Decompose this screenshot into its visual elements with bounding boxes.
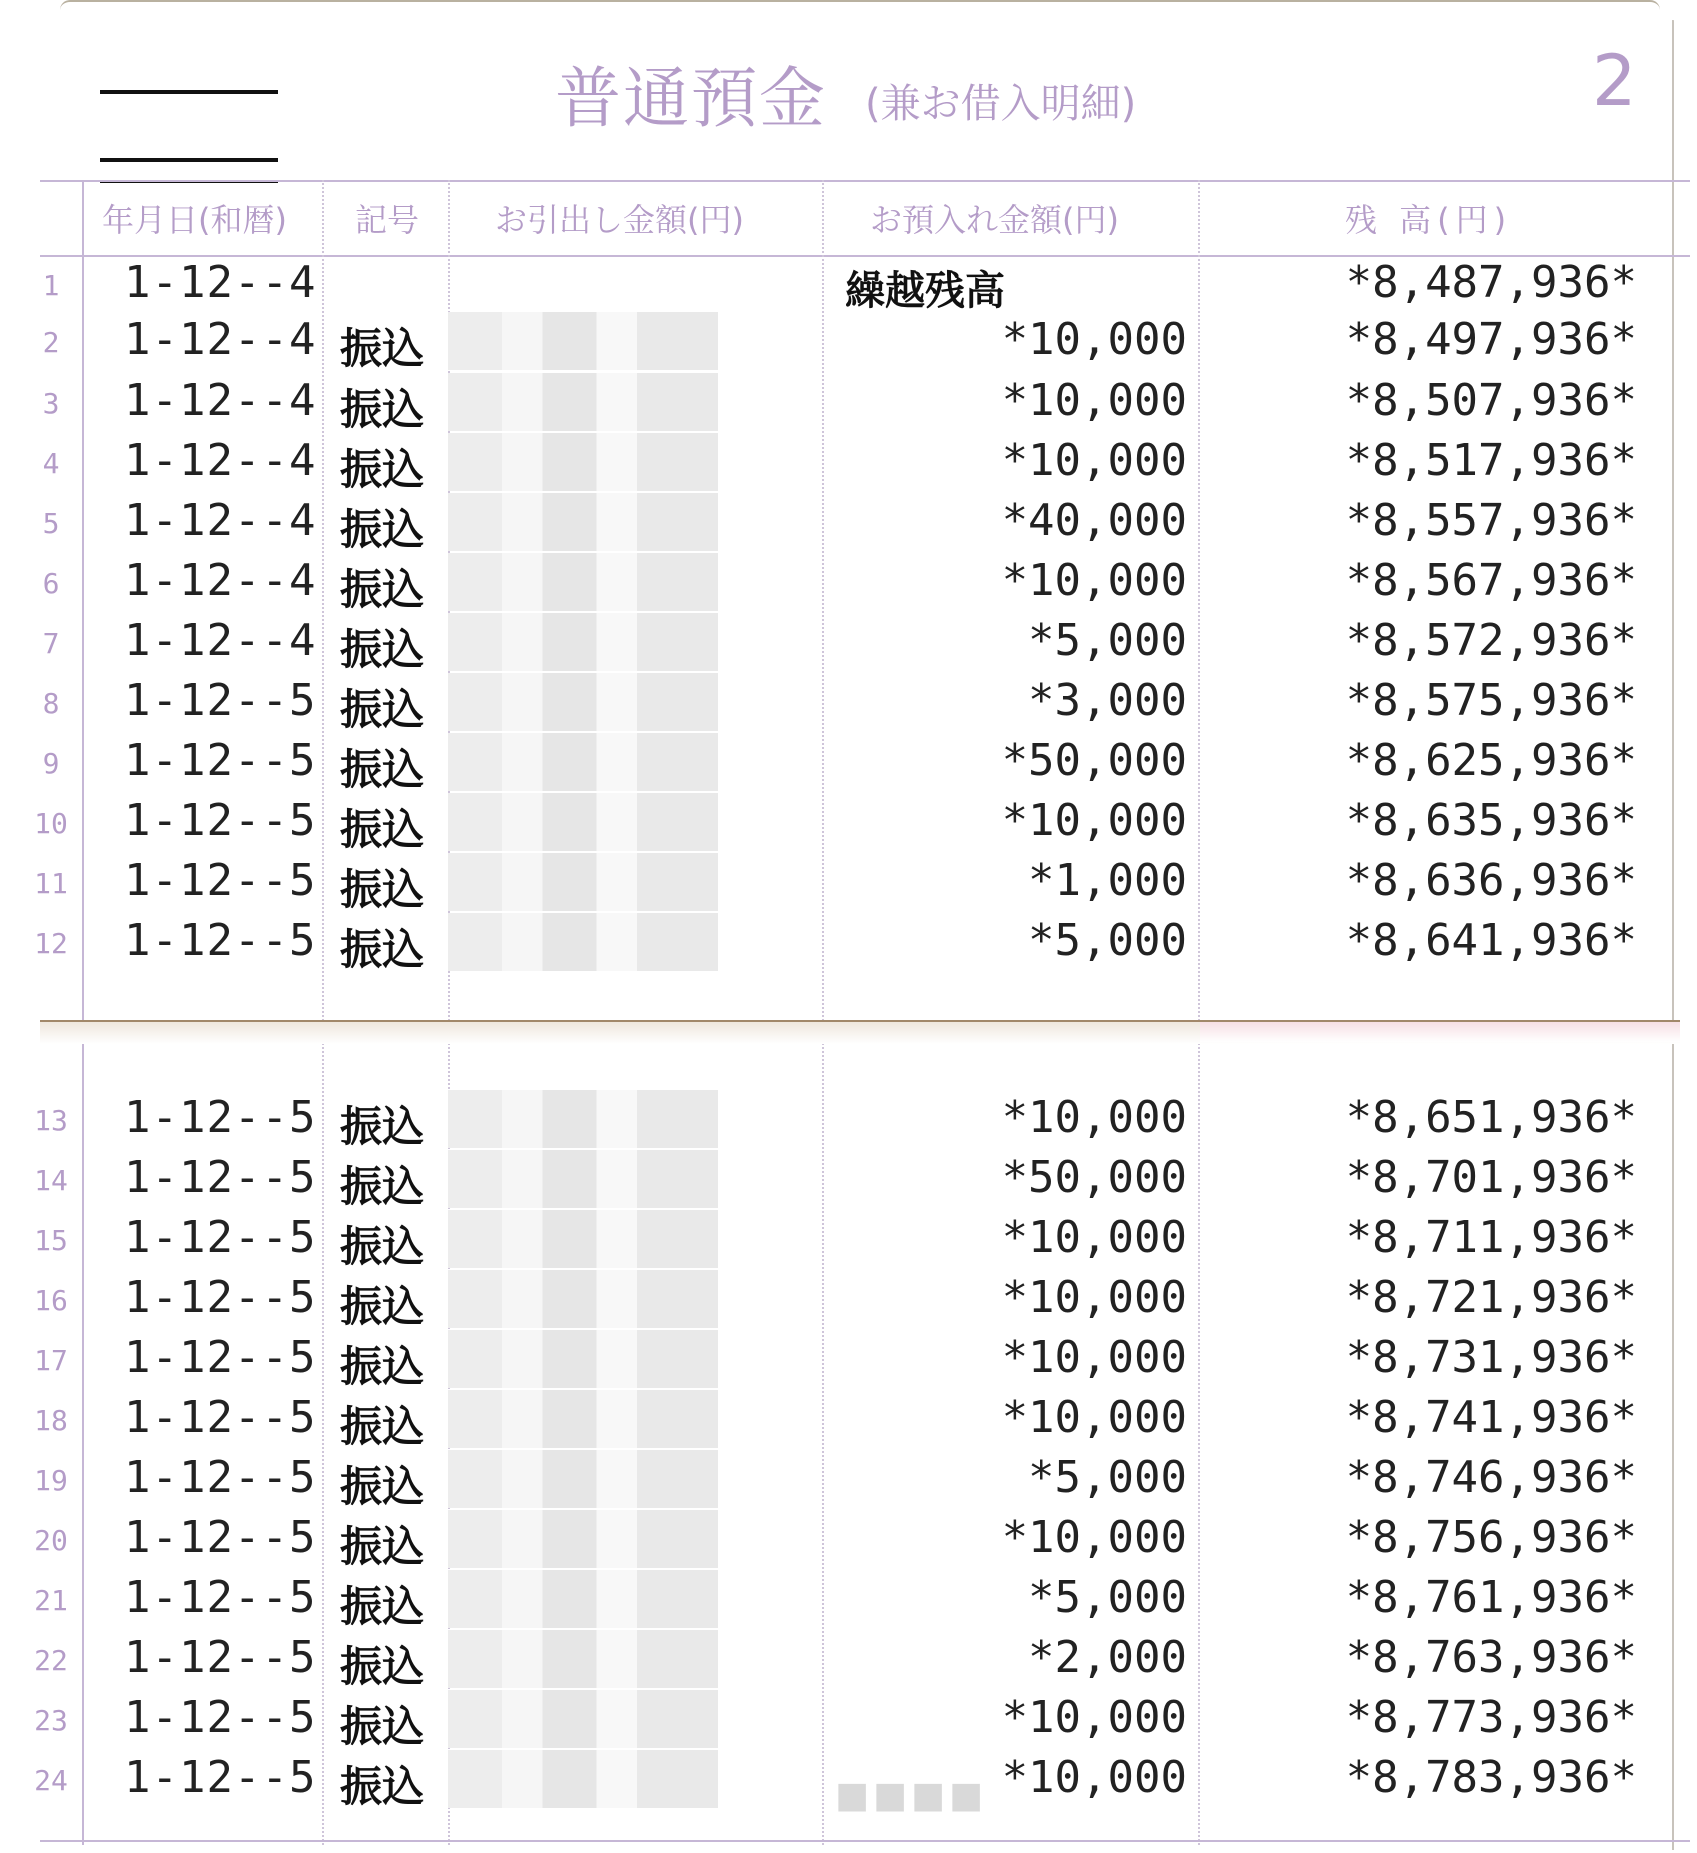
row-number: 23 bbox=[34, 1704, 68, 1737]
row-code: 振込 bbox=[340, 1402, 425, 1451]
row-deposit: *3,000 bbox=[1028, 675, 1187, 726]
black-bar-1 bbox=[100, 90, 278, 94]
row-balance: *8,557,936* bbox=[1345, 495, 1637, 546]
row-number: 2 bbox=[42, 326, 60, 359]
row-balance: *8,746,936* bbox=[1345, 1452, 1637, 1503]
row-deposit: *10,000 bbox=[1001, 1212, 1187, 1263]
redacted-description bbox=[448, 1450, 718, 1508]
header-top-rule bbox=[40, 180, 1690, 182]
row-balance: *8,635,936* bbox=[1345, 795, 1637, 846]
row-deposit: *10,000 bbox=[1001, 1512, 1187, 1563]
row-deposit: *10,000 bbox=[1001, 1092, 1187, 1143]
redacted-description bbox=[448, 1570, 718, 1628]
row-date: 1-12--5 bbox=[124, 915, 317, 966]
row-code: 振込 bbox=[340, 324, 425, 373]
footer-rule bbox=[40, 1840, 1690, 1842]
row-balance: *8,567,936* bbox=[1345, 555, 1637, 606]
transaction-row bbox=[0, 1090, 1697, 1150]
transaction-row bbox=[0, 1630, 1697, 1690]
row-number: 14 bbox=[34, 1164, 68, 1197]
row-code: 振込 bbox=[340, 1702, 425, 1751]
row-number: 17 bbox=[34, 1344, 68, 1377]
row-date: 1-12--5 bbox=[124, 1572, 317, 1623]
row-date: 1-12--5 bbox=[124, 1212, 317, 1263]
transaction-row bbox=[0, 1270, 1697, 1330]
row-number: 19 bbox=[34, 1464, 68, 1497]
page-title: 普通預金 bbox=[555, 60, 827, 137]
row-code: 振込 bbox=[340, 505, 425, 554]
transaction-row bbox=[0, 373, 1697, 433]
row-number: 22 bbox=[34, 1644, 68, 1677]
row-balance: *8,572,936* bbox=[1345, 615, 1637, 666]
redacted-description bbox=[448, 373, 718, 431]
row-code: 振込 bbox=[340, 865, 425, 914]
row-code: 振込 bbox=[340, 925, 425, 974]
row-date: 1-12--5 bbox=[124, 1512, 317, 1563]
row-date: 1-12--4 bbox=[124, 435, 317, 486]
row-number: 1 bbox=[42, 269, 60, 302]
transaction-row bbox=[0, 255, 1697, 315]
row-balance: *8,756,936* bbox=[1345, 1512, 1637, 1563]
row-number: 6 bbox=[42, 567, 60, 600]
transaction-row bbox=[0, 673, 1697, 733]
row-date: 1-12--5 bbox=[124, 795, 317, 846]
row-code: 振込 bbox=[340, 625, 425, 674]
redacted-description bbox=[448, 493, 718, 551]
redacted-description bbox=[448, 553, 718, 611]
row-date: 1-12--5 bbox=[124, 1632, 317, 1683]
row-balance: *8,721,936* bbox=[1345, 1272, 1637, 1323]
redacted-description bbox=[448, 1390, 718, 1448]
redacted-description bbox=[448, 1690, 718, 1748]
redacted-description bbox=[448, 1330, 718, 1388]
row-deposit: *50,000 bbox=[1001, 735, 1187, 786]
transaction-row bbox=[0, 553, 1697, 613]
row-date: 1-12--5 bbox=[124, 855, 317, 906]
redacted-description bbox=[448, 733, 718, 791]
row-code: 振込 bbox=[340, 385, 425, 434]
row-code: 振込 bbox=[340, 1102, 425, 1151]
row-number: 4 bbox=[42, 447, 60, 480]
row-code: 振込 bbox=[340, 1522, 425, 1571]
row-deposit: *5,000 bbox=[1028, 915, 1187, 966]
redacted-description bbox=[448, 673, 718, 731]
row-date: 1-12--5 bbox=[124, 1152, 317, 1203]
header-withdrawal: お引出し金額(円) bbox=[495, 201, 744, 239]
row-number: 11 bbox=[34, 867, 68, 900]
redacted-description bbox=[448, 1090, 718, 1148]
redacted-description bbox=[448, 913, 718, 971]
transaction-row bbox=[0, 1150, 1697, 1210]
row-balance: *8,507,936* bbox=[1345, 375, 1637, 426]
row-code: 振込 bbox=[340, 565, 425, 614]
row-deposit: *2,000 bbox=[1028, 1632, 1187, 1683]
transaction-row bbox=[0, 1210, 1697, 1270]
header-deposit: お預入れ金額(円) bbox=[870, 201, 1119, 239]
row-deposit: *10,000 bbox=[1001, 1272, 1187, 1323]
row-balance: *8,517,936* bbox=[1345, 435, 1637, 486]
row-deposit: *40,000 bbox=[1001, 495, 1187, 546]
transaction-row bbox=[0, 613, 1697, 673]
row-date: 1-12--5 bbox=[124, 1392, 317, 1443]
row-code: 振込 bbox=[340, 745, 425, 794]
row-balance: *8,783,936* bbox=[1345, 1752, 1637, 1803]
row-deposit: *10,000 bbox=[1001, 795, 1187, 846]
row-deposit: *5,000 bbox=[1028, 1452, 1187, 1503]
row-number: 20 bbox=[34, 1524, 68, 1557]
transaction-row bbox=[0, 733, 1697, 793]
transaction-row bbox=[0, 793, 1697, 853]
row-date: 1-12--4 bbox=[124, 257, 317, 308]
row-balance: *8,487,936* bbox=[1345, 257, 1637, 308]
row-deposit: *10,000 bbox=[1001, 1332, 1187, 1383]
transaction-row bbox=[0, 1690, 1697, 1750]
row-code: 振込 bbox=[340, 445, 425, 494]
row-deposit: *10,000 bbox=[1001, 435, 1187, 486]
transaction-row bbox=[0, 493, 1697, 553]
redacted-description bbox=[448, 1150, 718, 1208]
row-balance: *8,763,936* bbox=[1345, 1632, 1637, 1683]
redacted-description bbox=[448, 1630, 718, 1688]
row-date: 1-12--5 bbox=[124, 1752, 317, 1803]
transaction-row bbox=[0, 1510, 1697, 1570]
row-number: 15 bbox=[34, 1224, 68, 1257]
row-date: 1-12--4 bbox=[124, 495, 317, 546]
row-date: 1-12--4 bbox=[124, 555, 317, 606]
row-date: 1-12--5 bbox=[124, 1692, 317, 1743]
row-deposit: *10,000 bbox=[1001, 1692, 1187, 1743]
row-number: 21 bbox=[34, 1584, 68, 1617]
transaction-row bbox=[0, 913, 1697, 973]
row-date: 1-12--4 bbox=[124, 615, 317, 666]
header-balance: 残 高(円) bbox=[1345, 201, 1513, 239]
row-code: 振込 bbox=[340, 1162, 425, 1211]
row-number: 12 bbox=[34, 927, 68, 960]
row-code: 振込 bbox=[340, 805, 425, 854]
redacted-description bbox=[448, 613, 718, 671]
row-number: 7 bbox=[42, 627, 60, 660]
row-balance: *8,741,936* bbox=[1345, 1392, 1637, 1443]
black-bar-2 bbox=[100, 158, 278, 162]
row-number: 10 bbox=[34, 807, 68, 840]
redacted-description bbox=[448, 793, 718, 851]
row-deposit: *50,000 bbox=[1001, 1152, 1187, 1203]
row-code: 振込 bbox=[340, 1222, 425, 1271]
transaction-row bbox=[0, 312, 1697, 372]
page-top-edge bbox=[60, 0, 1660, 10]
row-deposit: *1,000 bbox=[1028, 855, 1187, 906]
header-date: 年月日(和暦) bbox=[102, 201, 287, 239]
row-deposit: *5,000 bbox=[1028, 1572, 1187, 1623]
row-balance: *8,731,936* bbox=[1345, 1332, 1637, 1383]
row-deposit: *10,000 bbox=[1001, 1752, 1187, 1803]
row-number: 13 bbox=[34, 1104, 68, 1137]
faint-stamp: ■■■■ bbox=[835, 1775, 988, 1816]
row-date: 1-12--5 bbox=[124, 1332, 317, 1383]
redacted-description bbox=[448, 1210, 718, 1268]
row-number: 24 bbox=[34, 1764, 68, 1797]
transaction-row bbox=[0, 1450, 1697, 1510]
transaction-row bbox=[0, 1330, 1697, 1390]
row-deposit: *10,000 bbox=[1001, 375, 1187, 426]
page-number: 2 bbox=[1592, 40, 1637, 122]
row-deposit: *5,000 bbox=[1028, 615, 1187, 666]
redacted-description bbox=[448, 433, 718, 491]
row-date: 1-12--5 bbox=[124, 1092, 317, 1143]
row-balance: *8,497,936* bbox=[1345, 314, 1637, 365]
row-code: 振込 bbox=[340, 1462, 425, 1511]
row-deposit: *10,000 bbox=[1001, 1392, 1187, 1443]
row-balance: *8,761,936* bbox=[1345, 1572, 1637, 1623]
transaction-row bbox=[0, 1390, 1697, 1450]
row-date: 1-12--4 bbox=[124, 314, 317, 365]
row-code: 振込 bbox=[340, 1342, 425, 1391]
row-date: 1-12--5 bbox=[124, 1452, 317, 1503]
redacted-description bbox=[448, 1750, 718, 1808]
transaction-row bbox=[0, 433, 1697, 493]
redacted-description bbox=[448, 1510, 718, 1568]
row-balance: *8,701,936* bbox=[1345, 1152, 1637, 1203]
transaction-row bbox=[0, 1570, 1697, 1630]
row-balance: *8,773,936* bbox=[1345, 1692, 1637, 1743]
row-code: 振込 bbox=[340, 1642, 425, 1691]
carryover-label: 繰越残高 bbox=[845, 267, 1005, 314]
row-code: 振込 bbox=[340, 685, 425, 734]
row-balance: *8,575,936* bbox=[1345, 675, 1637, 726]
row-balance: *8,651,936* bbox=[1345, 1092, 1637, 1143]
row-balance: *8,641,936* bbox=[1345, 915, 1637, 966]
row-code: 振込 bbox=[340, 1282, 425, 1331]
row-deposit: *10,000 bbox=[1001, 555, 1187, 606]
row-number: 9 bbox=[42, 747, 60, 780]
row-number: 16 bbox=[34, 1284, 68, 1317]
row-code: 振込 bbox=[340, 1762, 425, 1811]
row-date: 1-12--5 bbox=[124, 735, 317, 786]
row-date: 1-12--4 bbox=[124, 375, 317, 426]
redacted-description bbox=[448, 312, 718, 370]
redacted-description bbox=[448, 1270, 718, 1328]
row-deposit: *10,000 bbox=[1001, 314, 1187, 365]
transaction-row bbox=[0, 853, 1697, 913]
row-date: 1-12--5 bbox=[124, 675, 317, 726]
row-code: 振込 bbox=[340, 1582, 425, 1631]
row-number: 5 bbox=[42, 507, 60, 540]
row-date: 1-12--5 bbox=[124, 1272, 317, 1323]
row-balance: *8,625,936* bbox=[1345, 735, 1637, 786]
row-number: 18 bbox=[34, 1404, 68, 1437]
row-number: 3 bbox=[42, 387, 60, 420]
page-subtitle: (兼お借入明細) bbox=[865, 81, 1137, 127]
row-balance: *8,636,936* bbox=[1345, 855, 1637, 906]
row-number: 8 bbox=[42, 687, 60, 720]
header-code: 記号 bbox=[355, 201, 420, 239]
redacted-description bbox=[448, 853, 718, 911]
row-balance: *8,711,936* bbox=[1345, 1212, 1637, 1263]
page-fold-tint bbox=[1200, 1022, 1680, 1042]
